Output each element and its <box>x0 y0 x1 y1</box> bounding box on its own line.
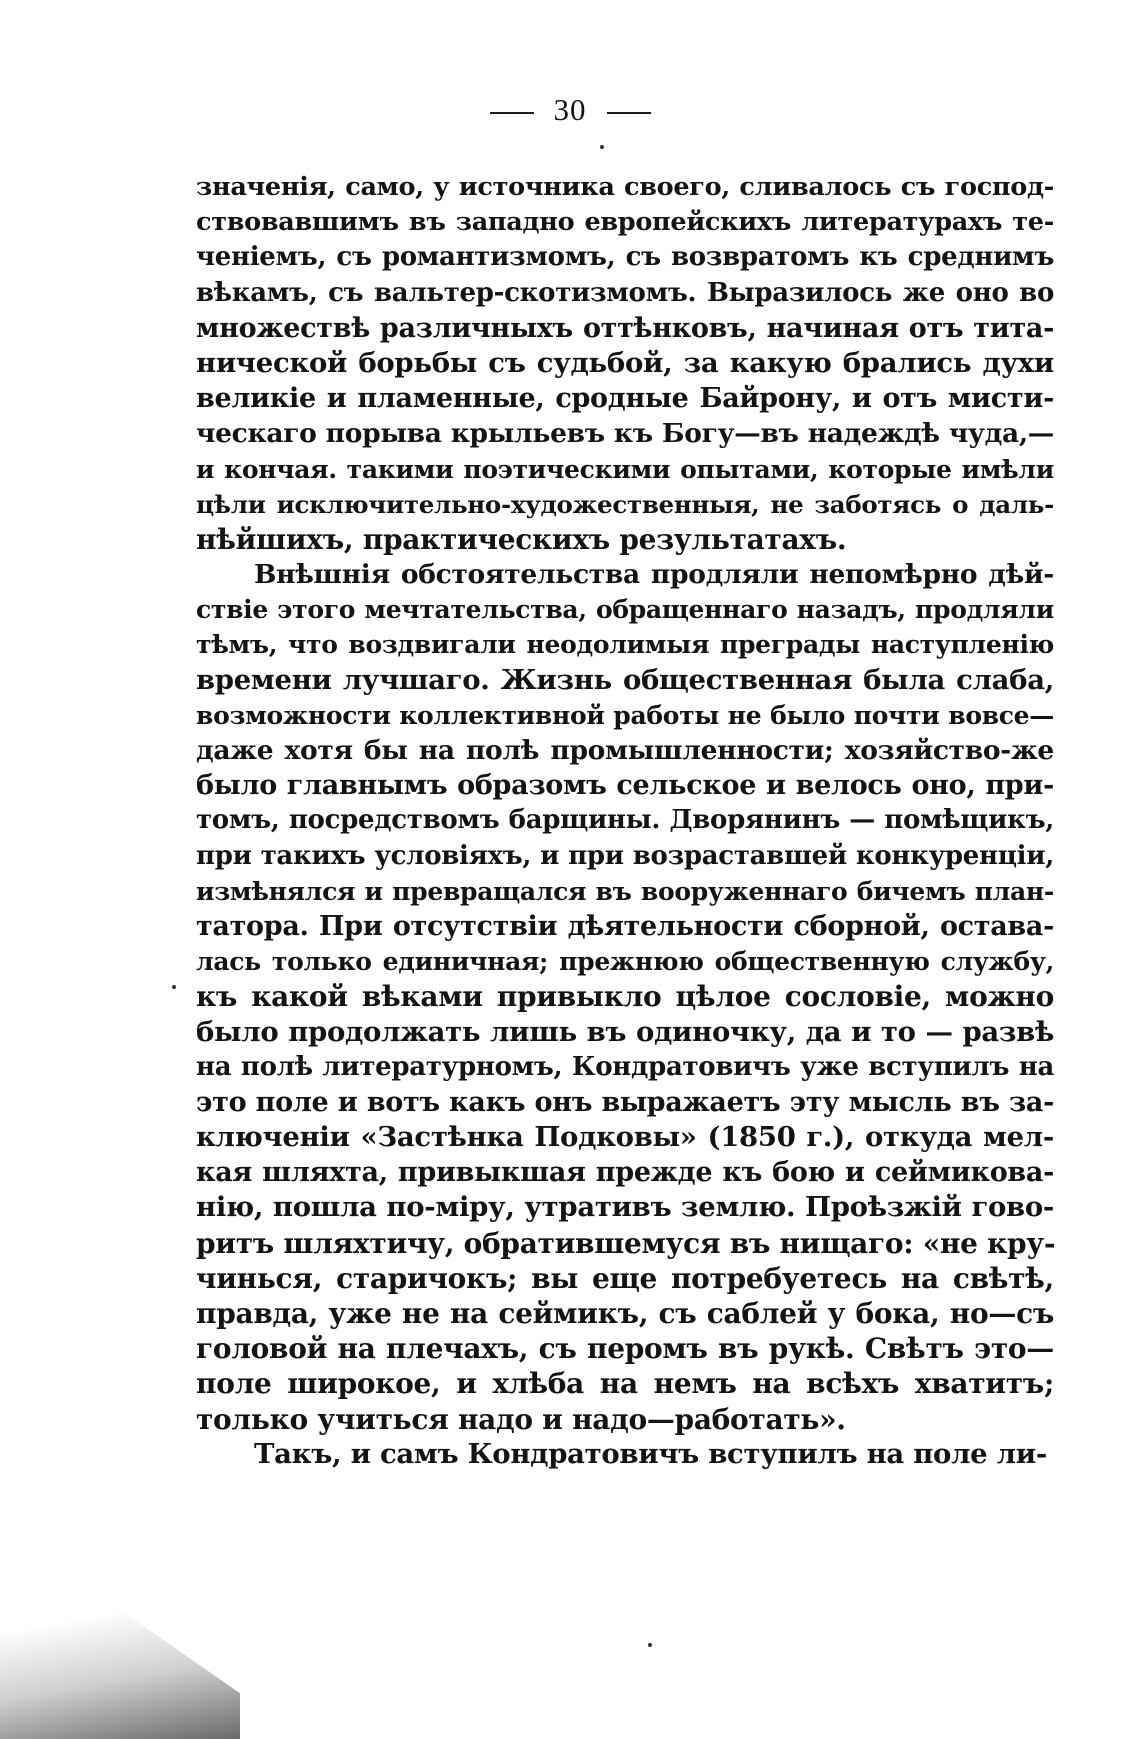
text-line: ченіемъ, съ романтизмомъ, съ возвратомъ къ среднимъ <box>196 242 1054 273</box>
text-line: возможности коллективной работы не было почти вовсе— <box>196 700 1054 730</box>
scan-speck <box>172 985 176 989</box>
text-line: вѣкамъ, съ вальтер-скотизмомъ. Выразилось же оно во <box>196 277 1054 308</box>
text-line: Такъ, и самъ Кондратовичъ вступилъ на поле ли- <box>254 1437 1047 1470</box>
text-line: нію, пошла по-міру, утративъ землю. Проѣзжій гово- <box>196 1191 1054 1224</box>
text-line: множествѣ различныхъ оттѣнковъ, начиная отъ тита- <box>196 312 1054 344</box>
text-line: было главнымъ образомъ сельское и велось оно, при- <box>196 770 1054 802</box>
text-line: нической борьбы съ судьбой, за какую брались духи <box>196 346 1054 379</box>
text-line: Внѣшнія обстоятельства продляли непомѣрно дѣй- <box>254 559 1054 591</box>
text-line: великіе и пламенные, сродные Байрону, и отъ мисти- <box>196 383 1054 415</box>
scan-speck <box>648 1643 652 1647</box>
header-dash-right <box>607 112 651 114</box>
text-line: значенія, само, у источника своего, сливалось съ господ- <box>196 172 1054 202</box>
text-line: только учиться надо и надо—работать». <box>196 1402 846 1436</box>
text-line: при такихъ условіяхъ, и при возраставшей конкуренціи, <box>196 840 1054 871</box>
page-number: 30 <box>553 92 587 127</box>
text-line: кая шляхта, привыкшая прежде къ бою и сеймикова- <box>196 1157 1054 1189</box>
text-line: ствіе этого мечтательства, обращеннаго назадъ, продляли <box>196 595 1054 625</box>
text-line: правда, уже не на сеймикъ, съ саблей у бока, но—съ <box>196 1297 1054 1330</box>
text-line: татора. При отсутствіи дѣятельности сборной, остава- <box>196 910 1054 942</box>
text-line: и кончая. такими поэтическими опытами, которые имѣли <box>196 454 1054 484</box>
header-dash-left <box>490 112 534 114</box>
text-line: измѣнялся и превращался въ вооруженнаго бичемъ план- <box>196 876 1054 906</box>
text-line: головой на плечахъ, съ перомъ въ рукѣ. Свѣтъ это— <box>196 1332 1054 1366</box>
text-line: томъ, посредствомъ барщины. Дворянинъ — помѣщикъ, <box>196 805 1054 836</box>
text-line: времени лучшаго. Жизнь общественная была слаба, <box>196 663 1054 696</box>
text-line: поле широкое, и хлѣба на немъ на всѣхъ хватитъ; <box>196 1367 1054 1401</box>
text-line: чинься, старичокъ; вы еще потребуетесь на свѣтѣ, <box>196 1261 1054 1295</box>
text-line: ритъ шляхтичу, обратившемуся въ нищаго: «не кру- <box>196 1226 1056 1260</box>
text-line: ключеніи «Застѣнка Подковы» (1850 г.), откуда мел- <box>196 1121 1054 1154</box>
scan-speck <box>600 145 604 149</box>
scan-shadow <box>0 1510 240 1739</box>
paragraph <box>196 557 1054 1437</box>
text-line: нѣйшихъ, практическихъ результатахъ. <box>196 522 847 556</box>
page-header <box>0 92 1140 128</box>
text-line: даже хотя бы на полѣ промышленности; хозяйство-же <box>196 735 1054 766</box>
text-line: тѣмъ, что воздвигали неодолимыя преграды наступленію <box>196 630 1054 660</box>
body-text <box>196 170 1054 1472</box>
text-line: это поле и вотъ какъ онъ выражаетъ эту мысль въ за- <box>196 1086 1054 1118</box>
text-line: къ какой вѣками привыкло цѣлое сословіе, можно <box>196 980 1054 1014</box>
text-line: ствовавшимъ въ западно европейскихъ литературахъ те- <box>196 207 1054 238</box>
text-line: было продолжать лишь въ одиночку, да и то — развѣ <box>196 1015 1054 1048</box>
text-line: на полѣ литературномъ, Кондратовичъ уже вступилъ на <box>196 1051 1054 1082</box>
text-line: цѣли исключительно-художественныя, не заботясь о даль- <box>196 489 1054 519</box>
paragraph <box>196 1437 1054 1472</box>
paragraph <box>196 170 1054 557</box>
text-line: ческаго порыва крыльевъ къ Богу—въ надеждѣ чуда,— <box>196 418 1054 450</box>
text-line: лась только единичная; прежнюю общественную службу, <box>196 947 1054 977</box>
